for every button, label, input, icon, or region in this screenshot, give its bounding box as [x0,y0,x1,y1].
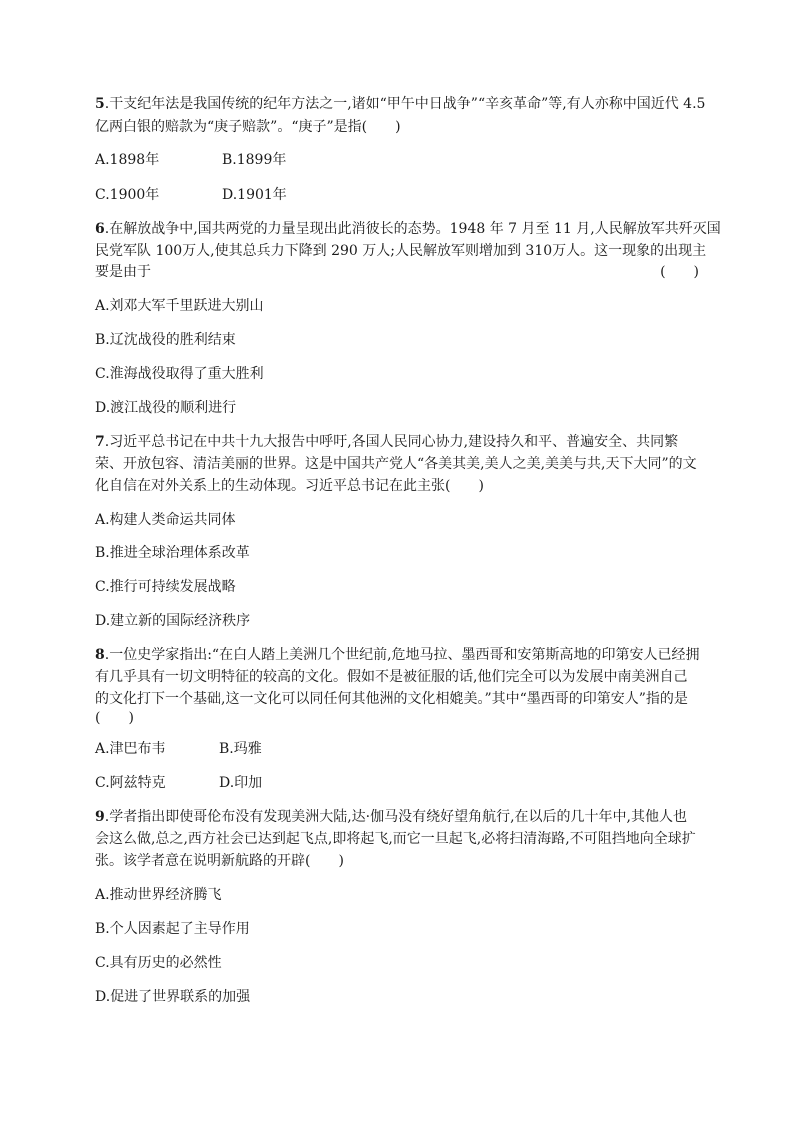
option-c[interactable]: C.推行可持续发展战略 [95,579,236,595]
question-8-line-3: 的文化打下一个基础,这一文化可以同任何其他洲的文化相媲美。”其中“墨西哥的印第安人”指的是 [95,691,688,707]
option-b[interactable]: B.推进全球治理体系改革 [95,545,250,561]
question-number: 7 [95,434,105,450]
option-d[interactable]: D.渡江战役的顺利进行 [95,400,237,416]
option-c[interactable]: C.具有历史的必然性 [95,955,222,971]
question-text: .学者指出即使哥伦布没有发现美洲大陆,达·伽马没有绕好望角航行,在以后的几十年中,其他人也 [104,809,687,825]
question-9-line-3: 张。该学者意在说明新航路的开辟( ) [95,853,344,869]
question-7-line-2: 荣、开放包容、清洁美丽的世界。这是中国共产党人“各美其美,美人之美,美美与共,天下大同”的文 [95,456,697,472]
option-c[interactable]: C.1900年 [95,187,160,203]
question-8-line-4: ( ) [95,710,134,726]
question-number: 5 [95,96,105,112]
option-a[interactable]: A.1898年 [95,152,160,168]
option-d[interactable]: D.印加 [219,775,263,791]
question-8-line-2: 有几乎具有一切文明特征的较高的文化。假如不是被征服的话,他们完全可以为发展中南美洲自己 [95,669,688,685]
question-7-line-1 [95,432,678,452]
question-5-line-2: 亿两白银的赔款为“庚子赔款”。“庚子”是指( ) [95,119,401,135]
option-d[interactable]: D.促进了世界联系的加强 [95,989,251,1005]
option-b[interactable]: B.辽沈战役的胜利结束 [95,332,236,348]
option-d[interactable]: D.1901年 [222,187,287,203]
question-text: .习近平总书记在中共十九大报告中呼吁,各国人民同心协力,建设持久和平、普遍安全、共同繁 [104,434,679,450]
question-number: 8 [95,647,105,663]
question-9-line-2: 会这么做,总之,西方社会已达到起飞点,即将起飞,而它一旦起飞,必将扫清海路,不可阻挡地向全球扩 [95,831,696,847]
option-b[interactable]: B.玛雅 [219,741,262,757]
question-8-line-1 [95,645,700,665]
question-number: 6 [95,221,105,237]
option-a[interactable]: A.津巴布韦 [95,741,166,757]
option-a[interactable]: A.构建人类命运共同体 [95,512,236,528]
option-c[interactable]: C.阿兹特克 [95,775,166,791]
question-text: .在解放战争中,国共两党的力量呈现出此消彼长的态势。1948 年 7 月至 11 月,人民解放军共歼灭国 [104,221,721,237]
question-5-line-1 [95,94,705,114]
question-9-line-1 [95,807,687,827]
option-a[interactable]: A.刘邓大军千里跃进大别山 [95,298,264,314]
option-d[interactable]: D.建立新的国际经济秩序 [95,613,251,629]
question-6-line-1 [95,219,721,239]
option-a[interactable]: A.推动世界经济腾飞 [95,887,222,903]
question-text: .干支纪年法是我国传统的纪年方法之一,诸如“甲午中日战争”“辛亥革命”等,有人亦称中国近代 4.5 [104,96,706,112]
answer-paren: ( ) [660,264,699,280]
question-6-line-3: 要是由于 [95,264,151,280]
question-text: .一位史学家指出:“在白人踏上美洲几个世纪前,危地马拉、墨西哥和安第斯高地的印第安人已经拥 [104,647,700,663]
option-b[interactable]: B.个人因素起了主导作用 [95,921,250,937]
option-c[interactable]: C.淮海战役取得了重大胜利 [95,366,264,382]
question-7-line-3: 化自信在对外关系上的生动体现。习近平总书记在此主张( ) [95,478,484,494]
question-6-line-2: 民党军队 100万人,使其总兵力下降到 290 万人;人民解放军则增加到 310万人。这一现象的出现主 [95,243,707,259]
question-number: 9 [95,809,105,825]
option-b[interactable]: B.1899年 [222,152,287,168]
